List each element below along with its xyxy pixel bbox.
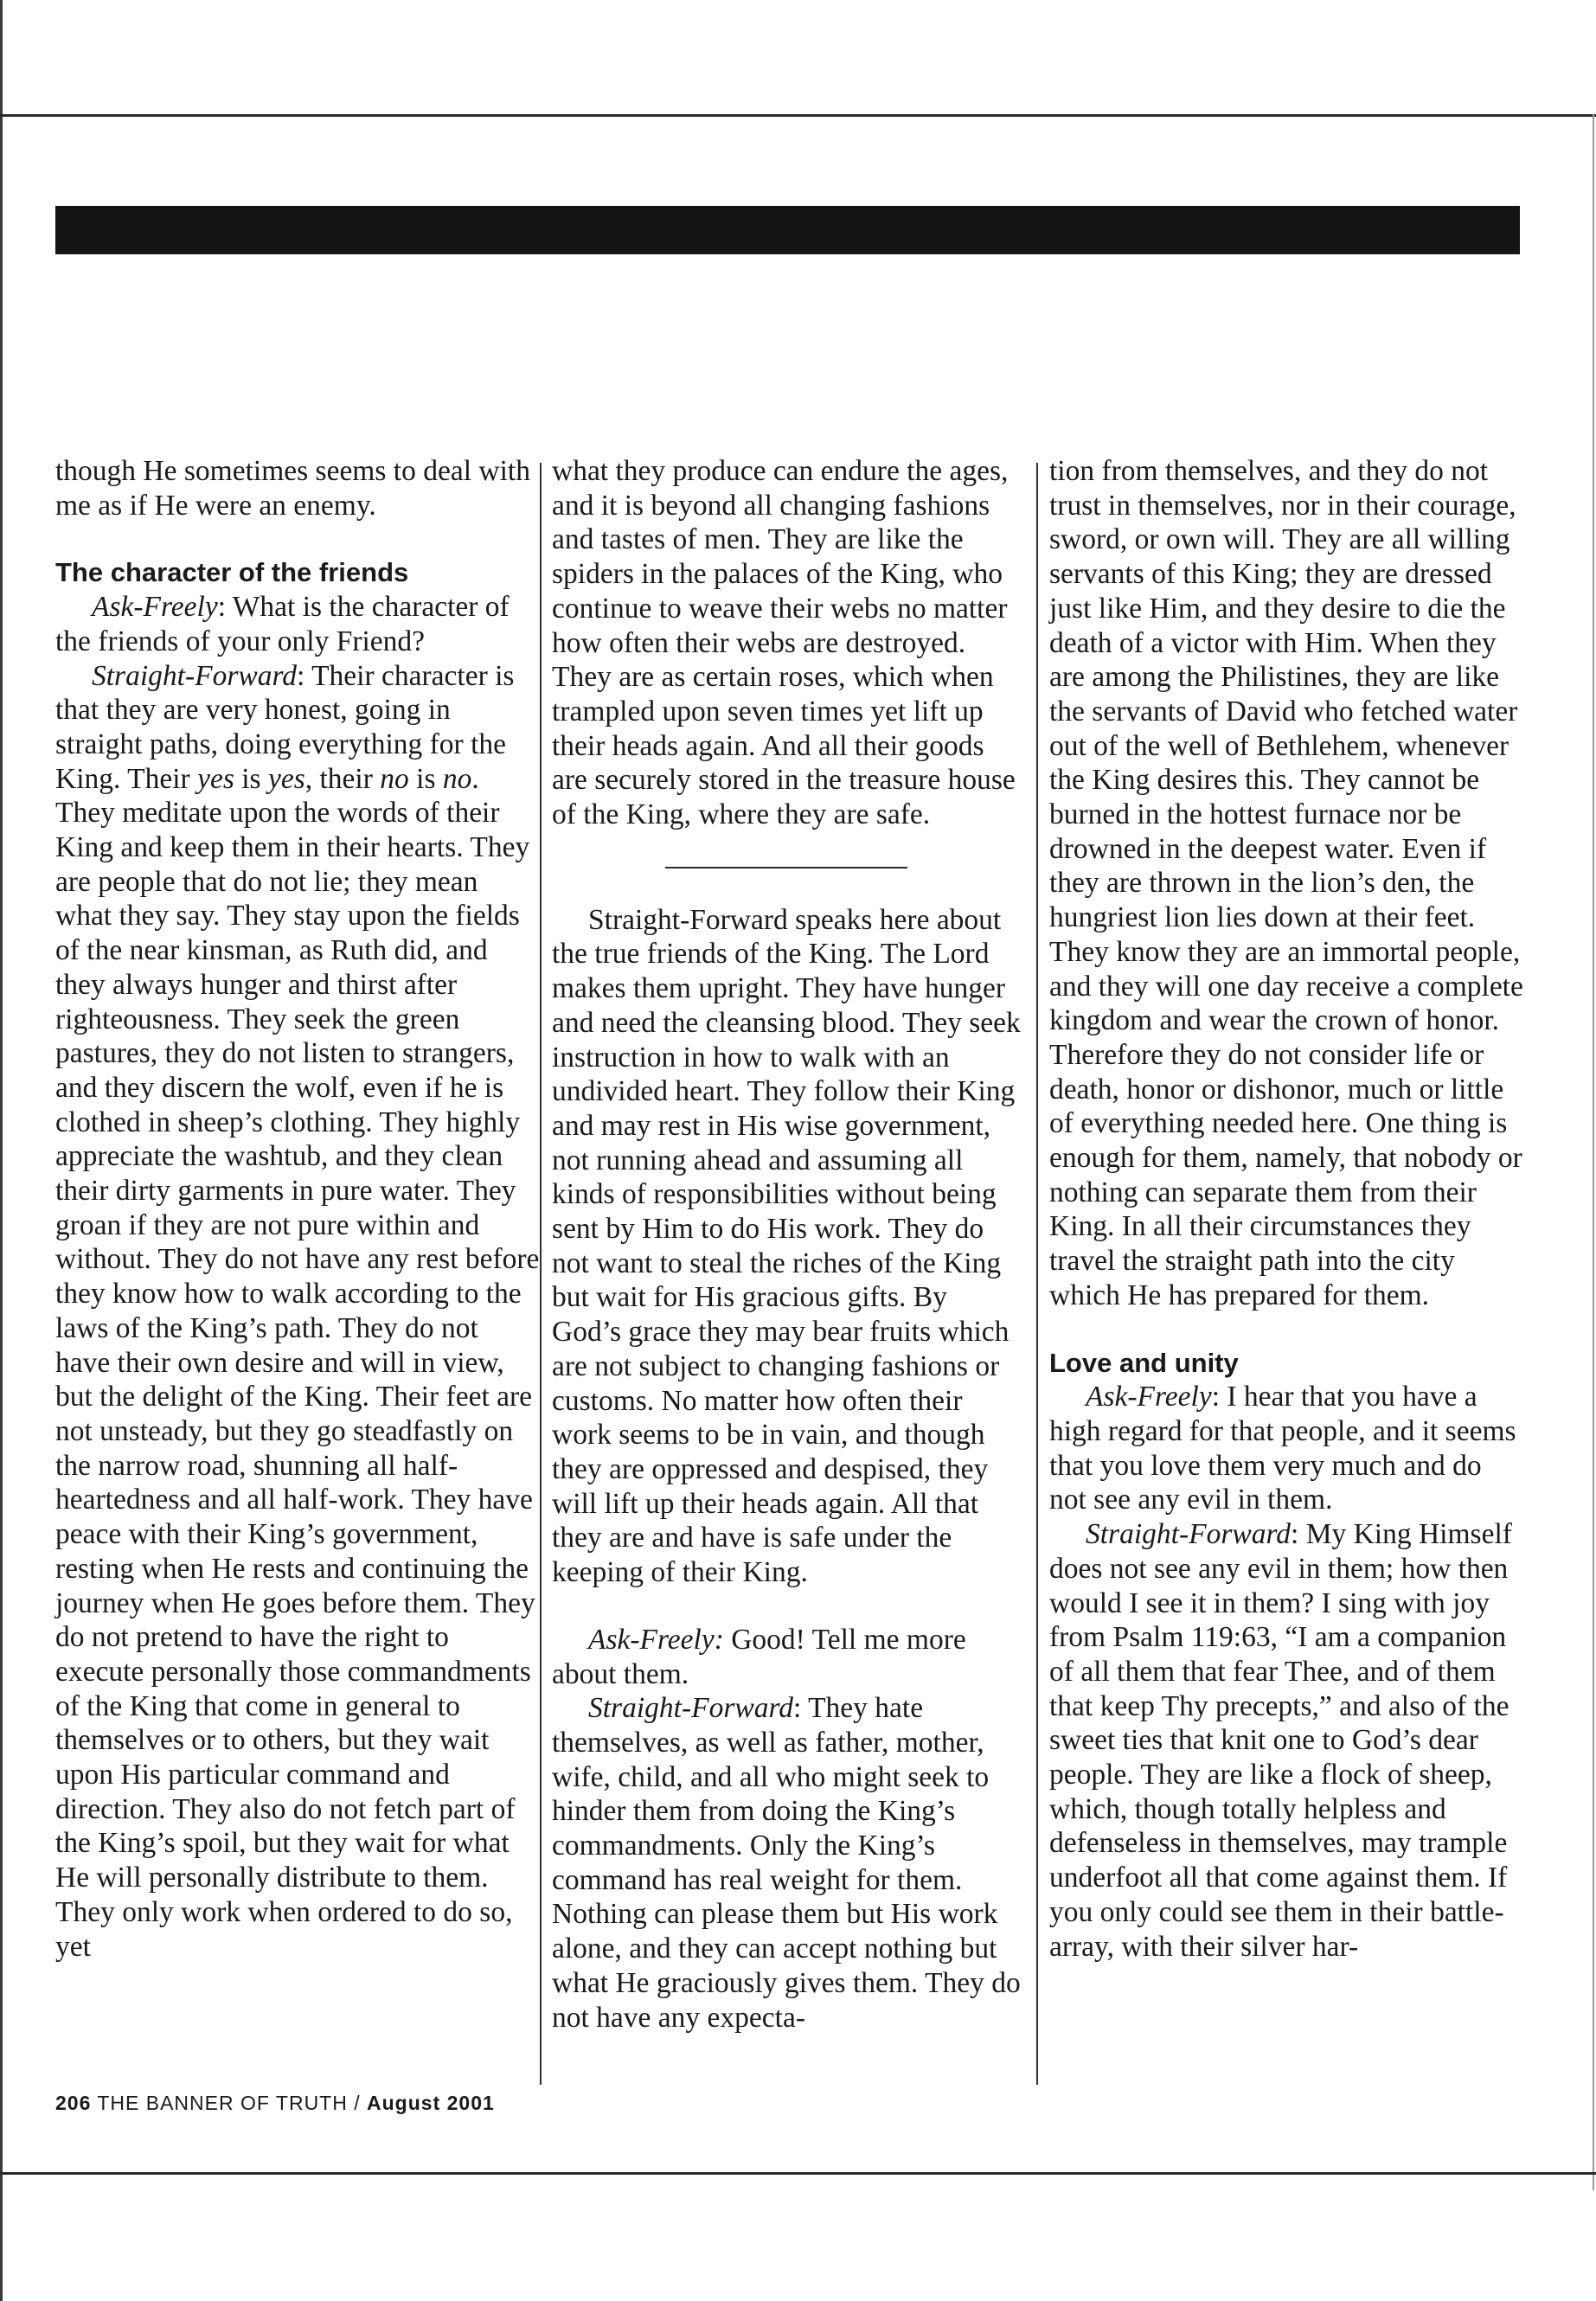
header-black-bar: [55, 206, 1520, 254]
speaker-name: Ask-Freely: [92, 591, 218, 624]
dialogue-text: , their: [304, 762, 381, 795]
dialogue-text: : I hear that you have a high regard for that people, and it seems that you love them very much and do not see any evil in them.: [1049, 1381, 1516, 1516]
paragraph: [552, 1691, 1021, 2035]
dialogue-text: is: [408, 762, 443, 795]
emphasis: no: [380, 762, 409, 795]
dialogue-text: : What is the character of the friends of your only Friend?: [55, 591, 510, 657]
paragraph: [552, 1623, 1021, 1691]
left-border-rule: [0, 0, 3, 2301]
paragraph: [55, 590, 540, 658]
dialogue-text: . They meditate upon the words of their King and keep them in their hearts. They are people that do not lie; they mean what they say. They stay upon the fields of the near kinsman, as Ruth did, and they always hunger and thirst after righteousness. They seek the green pastures, they do not listen to strangers, and they discern the wolf, even if he is clothed in sheep’s clothing. They highly appreciate the washtub, and they clean their dirty garments in pure water. They groan if they are not pure within and without. They do not have any rest before they know how to walk according to the laws of the King’s path. They do not have their own desire and will in view, but the delight of the King. Their feet are not unsteady, but they go steadfastly on the narrow road, shunning all half-heartedness and all half-work. They have peace with their King’s government, resting when He rests and continuing the journey when He goes before them. They do not pretend to have the right to execute personally those commandments of the King that come in general to themselves or to others, but they wait upon His particular command and direction. They also do not fetch part of the King’s spoil, but they wait for what He will personally distribute to them. They only work when ordered to do so, yet: [55, 762, 540, 1963]
page-number: 206: [55, 2092, 92, 2114]
speaker-name: Straight-Forward: [1086, 1518, 1292, 1551]
paragraph: [1049, 1380, 1525, 1517]
top-border-rule: [0, 114, 1596, 117]
column-middle: [552, 454, 1021, 2035]
speaker-name: Straight-Forward: [92, 659, 298, 692]
paragraph: what they produce can endure the ages, and it is beyond all changing fashions and tastes of men. They are like the spiders in the palaces of the King, who continue to weave their webs no matter how often their webs are destroyed. They are as certain roses, which when trampled upon seven times yet lift up their heads again. And all their goods are securely stored in the treasure house of the King, where they are safe.: [552, 455, 1016, 831]
section-separator-rule: [665, 867, 907, 868]
dialogue-text: Good! Tell me more about them.: [552, 1623, 966, 1690]
column-right: [1049, 454, 1525, 1964]
column-divider: [1036, 463, 1038, 2085]
paragraph: Straight-Forward speaks here about the true friends of the King. The Lord makes them upright. They have hunger and need the cleansing blood. They seek instruction in how to walk with an undivided heart. They follow their King and may rest in His wise government, not running ahead and assuming all kinds of responsibilities without being sent by Him to do His work. They do not want to steal the riches of the King but wait for His gracious gifts. By God’s grace they may bear fruits which are not subject to changing fashions or customs. No matter how often their work seems to be in vain, and though they are oppressed and despised, they will lift up their heads again. All that they are and have is safe under the keeping of their King.: [552, 903, 1021, 1589]
emphasis: yes: [197, 762, 234, 795]
dialogue-text: : They hate themselves, as well as father, mother, wife, child, and all who might seek to hinder them from doing the King’s commandments. Only the King’s command has real weight for them. Nothing can please them but His work alone, and they can accept nothing but what He graciously gives them. They do not have any expecta-: [552, 1692, 1021, 2034]
column-left: [55, 454, 540, 1964]
page-footer: [55, 2092, 495, 2115]
speaker-name: Ask-Freely:: [588, 1623, 724, 1656]
paragraph: tion from themselves, and they do not trust in themselves, nor in their courage, sword, or own will. They are all willing servants of this King; they are dressed just like Him, and they desire to die the death of a victor with Him. When they are among the Philistines, they are like the servants of David who fetched water out of the well of Bethlehem, whenever the King desires this. They cannot be burned in the hottest furnace nor be drowned in the deepest water. Even if they are thrown in the lion’s den, the hungriest lion lies down at their feet. They know they are an immortal people, and they will one day receive a complete kingdom and wear the crown of honor. Therefore they do not consider life or death, honor or dishonor, much or little of everything needed here. One thing is enough for them, namely, that nobody or nothing can separate them from their King. In all their circumstances they travel the straight path into the city which He has prepared for them.: [1049, 455, 1523, 1311]
emphasis: no: [442, 762, 472, 795]
speaker-name: Straight-Forward: [588, 1692, 794, 1725]
right-border-rule: [1593, 114, 1594, 2190]
paragraph: though He sometimes seems to deal with me as if He were an enemy.: [55, 455, 530, 522]
dialogue-text: : Their character is that they are very honest, going in straight paths, doing everything for the King. Their: [55, 659, 515, 795]
footer-separator: /: [354, 2092, 361, 2114]
emphasis: yes: [267, 762, 305, 795]
bottom-border-rule: [0, 2172, 1596, 2175]
issue-date: August 2001: [367, 2092, 495, 2114]
paragraph: [1049, 1517, 1525, 1964]
speaker-name: Ask-Freely: [1086, 1381, 1212, 1413]
section-heading-character: The character of the friends: [55, 557, 409, 588]
publication-title: THE BANNER OF TRUTH: [97, 2092, 348, 2114]
paragraph: [55, 659, 540, 1965]
dialogue-text: is: [234, 762, 268, 795]
column-divider: [540, 463, 542, 2085]
section-heading-love-unity: Love and unity: [1049, 1347, 1239, 1378]
dialogue-text: : My King Himself does not see any evil in them; how then would I see it in them? I sing with joy from Psalm 119:63, “I am a companion of all them that fear Thee, and of them that keep Thy precepts,” and also of the sweet ties that knit one to God’s dear people. They are like a flock of sheep, which, though totally helpless and defenseless in themselves, may trample underfoot all that come against them. If you only could see them in their battle-array, with their silver har-: [1049, 1518, 1512, 1963]
